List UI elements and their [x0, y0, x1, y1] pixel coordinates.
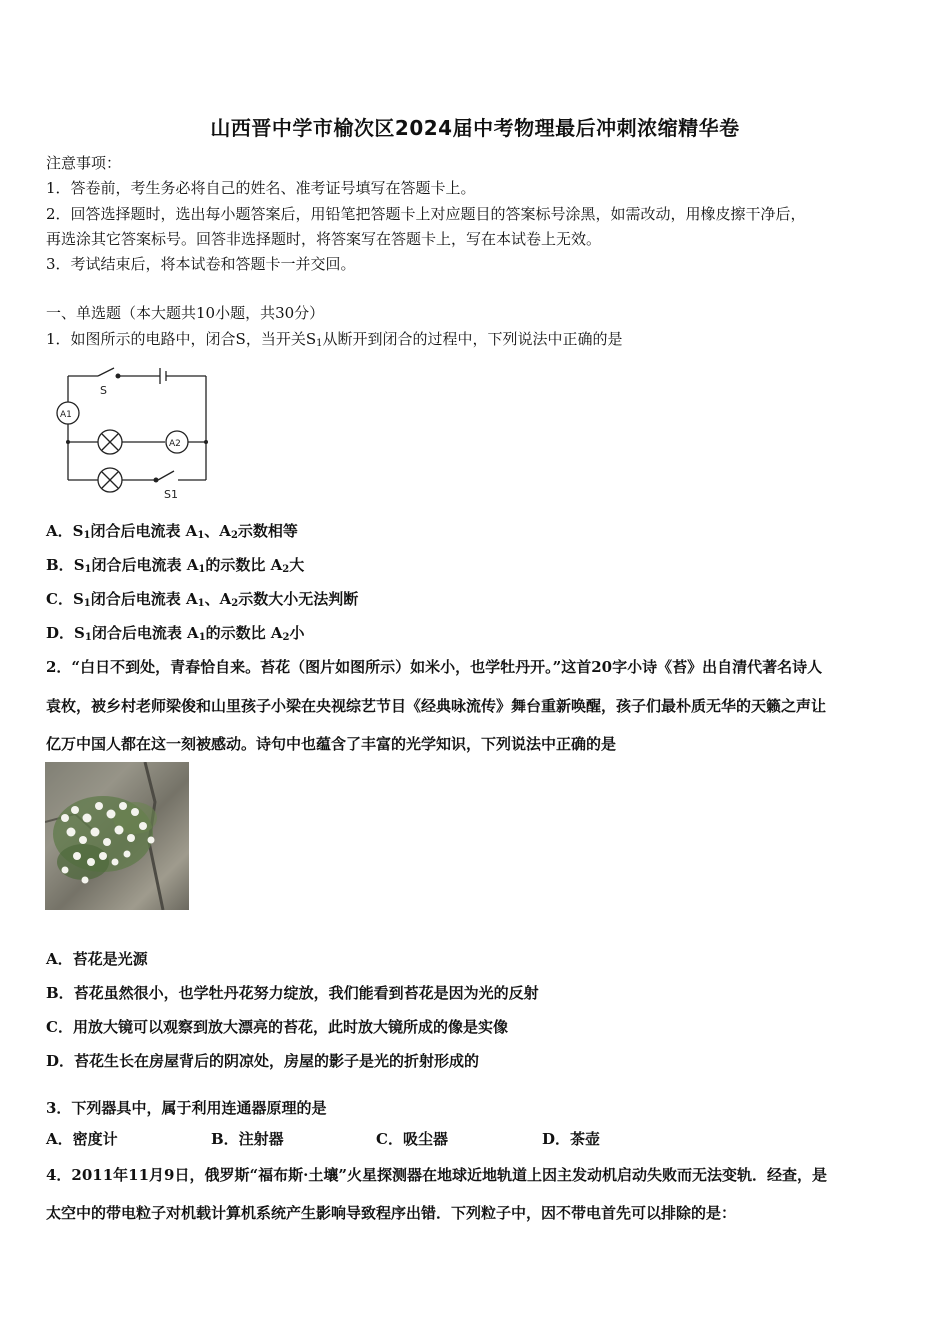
question-4-stem: 4．2011年11月9日，俄罗斯“福布斯·土壤”火星探测器在地球近地轨道上因主发动机启动失败而无法变轨．经查，是 — [46, 1166, 827, 1184]
option-text: S — [73, 556, 85, 574]
circuit-diagram — [48, 360, 216, 508]
question-2-stem: 亿万中国人都在这一刻被感动。诗句中也蕴含了丰富的光学知识，下列说法中正确的是 — [46, 735, 617, 753]
subscript: 2 — [230, 530, 238, 541]
subscript: 1 — [198, 632, 206, 643]
flower — [71, 806, 79, 814]
flower — [99, 852, 107, 860]
flower — [73, 852, 81, 860]
flower — [91, 828, 100, 837]
subscript: 1 — [198, 564, 206, 575]
option-letter: A． — [46, 522, 73, 540]
flower — [124, 851, 131, 858]
junction — [204, 440, 208, 444]
flower — [112, 859, 119, 866]
flower — [103, 838, 111, 846]
notice-item: 1．答卷前，考生务必将自己的姓名、准考证号填写在答题卡上。 — [46, 179, 476, 197]
q2-option-c: C．用放大镜可以观察到放大漂亮的苔花，此时放大镜所成的像是实像 — [46, 1018, 508, 1036]
option-text: 示数大小无法判断 — [238, 590, 359, 608]
option-text: 的示数比 A — [205, 556, 283, 574]
subscript: 2 — [231, 598, 239, 609]
option-text: 的示数比 A — [205, 624, 283, 642]
option-text: 闭合后电流表 A — [91, 556, 199, 574]
flower — [82, 877, 89, 884]
question-2-stem: 袁枚，被乡村老师梁俊和山里孩子小梁在央视综艺节目《经典咏流传》舞台重新唤醒，孩子们最朴质无华的天籁之声让 — [46, 697, 827, 715]
option-text: 、A — [204, 522, 231, 540]
page-title: 山西晋中学市榆次区2024届中考物理最后冲刺浓缩精华卷 — [210, 116, 740, 140]
flower — [131, 808, 139, 816]
option-text: 示数相等 — [237, 522, 298, 540]
option-text: 闭合后电流表 A — [90, 590, 198, 608]
option-letter: C． — [46, 590, 73, 608]
question-3-stem: 3．下列器具中，属于利用连通器原理的是 — [46, 1099, 327, 1117]
q3-option-a: A．密度计 — [46, 1130, 118, 1148]
option-text: 、A — [204, 590, 232, 608]
switch-contact — [116, 374, 121, 379]
label-s1: S1 — [164, 488, 178, 501]
switch-contact — [154, 478, 159, 483]
option-text: 闭合后电流表 A — [90, 522, 198, 540]
stem-text: 从断开到闭合的过程中，下列说法中正确的是 — [322, 330, 623, 348]
section-heading: 一、单选题（本大题共10小题，共30分） — [46, 304, 325, 322]
q2-option-b: B．苔花虽然很小，也学牡丹花努力绽放，我们能看到苔花是因为光的反射 — [46, 984, 539, 1002]
foliage — [57, 844, 109, 880]
q2-option-a: A．苔花是光源 — [46, 950, 148, 968]
subscript: 1 — [84, 564, 92, 575]
notice-item: 3．考试结束后，将本试卷和答题卡一并交回。 — [46, 255, 356, 273]
label-a2: A2 — [169, 439, 181, 449]
flower — [127, 834, 135, 842]
subscript: 1 — [316, 338, 323, 349]
flower — [95, 802, 103, 810]
flower — [83, 814, 92, 823]
option-text: 小 — [289, 624, 305, 642]
flower — [67, 828, 76, 837]
flower — [87, 858, 95, 866]
q1-option-b — [46, 554, 304, 575]
option-letter: B． — [46, 556, 74, 574]
flower — [62, 867, 69, 874]
q1-option-c — [46, 588, 358, 609]
label-s: S — [100, 384, 107, 397]
q3-option-c: C．吸尘器 — [376, 1130, 448, 1148]
flower — [61, 814, 69, 822]
option-text: S — [74, 624, 85, 642]
option-text: S — [72, 522, 84, 540]
switch-s1-blade — [158, 471, 174, 480]
flower — [148, 837, 155, 844]
subscript: 1 — [84, 632, 92, 643]
flower — [139, 822, 147, 830]
flower — [107, 810, 116, 819]
option-text: S — [72, 590, 84, 608]
option-text: 闭合后电流表 A — [91, 624, 199, 642]
q1-option-d — [46, 622, 305, 643]
option-letter: D． — [46, 624, 75, 642]
option-text: 大 — [289, 556, 305, 574]
subscript: 2 — [282, 564, 290, 575]
question-4-stem: 太空中的带电粒子对机载计算机系统产生影响导致程序出错．下列粒子中，因不带电首先可以排除的是： — [46, 1204, 737, 1222]
notice-heading: 注意事项： — [46, 154, 122, 172]
notice-item: 2．回答选择题时，选出每小题答案后，用铅笔把答题卡上对应题目的答案标号涂黑，如需改动，用橡皮擦干净后， — [46, 205, 806, 223]
notice-item: 再选涂其它答案标号。回答非选择题时，将答案写在答题卡上，写在本试卷上无效。 — [46, 230, 602, 248]
question-2-stem: 2．“白日不到处，青春恰自来。苔花（图片如图所示）如米小，也学牡丹开。”这首20字小诗《苔》出自清代著名诗人 — [46, 658, 823, 676]
question-1-stem — [46, 328, 623, 349]
q1-option-a — [46, 520, 298, 541]
moss-flower-photo — [45, 762, 189, 910]
subscript: 1 — [197, 598, 205, 609]
flower — [79, 836, 87, 844]
q3-option-b: B．注射器 — [211, 1130, 284, 1148]
stem-text: 1．如图所示的电路中，闭合S，当开关S — [46, 330, 317, 348]
flower — [119, 802, 127, 810]
subscript: 1 — [83, 530, 91, 541]
subscript: 1 — [197, 530, 205, 541]
subscript: 1 — [83, 598, 91, 609]
subscript: 2 — [282, 632, 290, 643]
q3-option-d: D．茶壶 — [542, 1130, 601, 1148]
photo-drawing — [45, 762, 189, 910]
flower — [115, 826, 124, 835]
junction — [66, 440, 70, 444]
q2-option-d: D．苔花生长在房屋背后的阴凉处，房屋的影子是光的折射形成的 — [46, 1052, 480, 1070]
switch-s-blade — [98, 368, 114, 376]
label-a1: A1 — [60, 410, 72, 420]
